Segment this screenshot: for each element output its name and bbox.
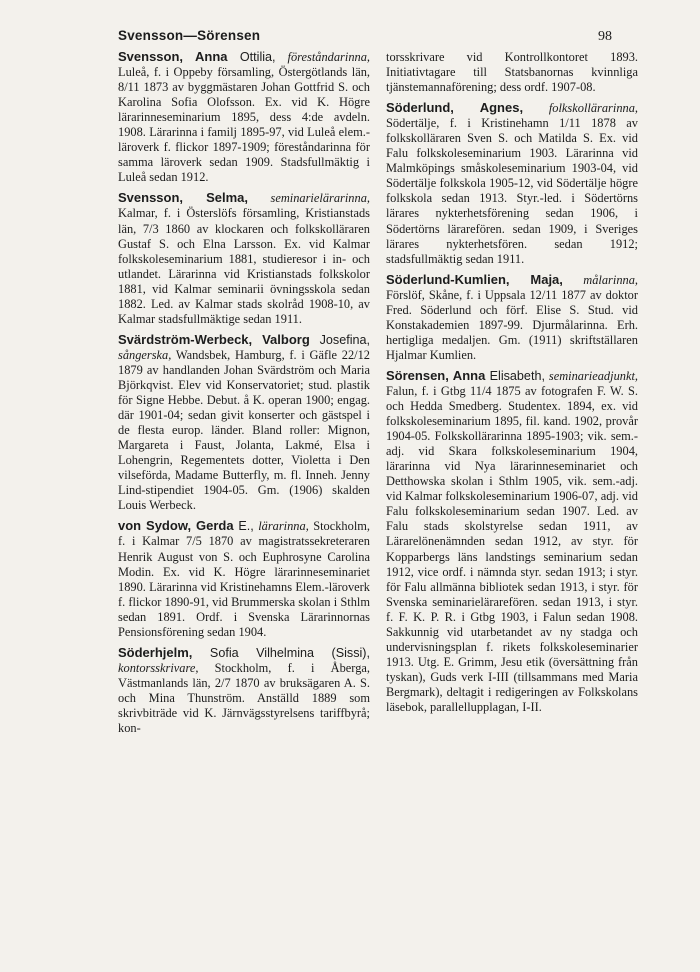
entry-given: Ottilia,	[227, 50, 276, 64]
entry-name: Söderhjelm,	[118, 644, 193, 660]
entry-profession: seminarielärarinna,	[247, 191, 370, 206]
entry-given: Josefina,	[309, 332, 370, 347]
entry-given: Sofia Vilhelmina (Sissi),	[192, 645, 370, 660]
entry-text: Stockholm, f. i Kalmar 7/5 1870 av magistratssekreteraren Henrik August von S. och Euphrosyne Carolina Modin. Ex. vid K. Högre lärarinneseminariet 1890. Lärarinna vid Kristinehamns Elem.-läroverk f. flickor 1890-91, vid Brummerska skolan i Sthlm sedan 1891. Ordf. i Svenska Lärarinnornas Pensionsförening sedan 1904.	[118, 519, 370, 639]
entry-text: Falun, f. i Gtbg 11/4 1875 av fotografen F. W. S. och Hedda Smedberg. Studentex. 1894, ex. vid folkskoleseminarium 1895, fil. kand. 1902, provår 1904-05. Folkskollärarinna 1895-1903; vik. sem.-adj. vid Skara folkskoleseminarium 1904, lärarinna vid Nya lärarinneseminariet och Detthowska skolan i Sthlm 1905, vik. sem.-adj. vid Kalmar folkskoleseminarium 1906-07, adj. vid Falu folkskoleseminarium sedan 1907. Led. av Falu stads skolstyrelse sedan 1911, av Lärarelönenämnden sedan 1912, av styr. för Kopparbergs läns landstings seminarium sedan 1912, vice ordf. i nämnda styr. sedan 1913; i styr. för Falu allmänna bibliotek sedan 1913, i styr. för Svenska seminarielärarefören. sedan 1913, i styr. f. F. K. P. R. i Gtbg 1903, i Falun sedan 1908. Sakkunnig vid utarbetandet av ny stadga och undervisningsplan f. rikets folkskoleseminarier 1913. Utg. E. Grimm, Jesu etik (översättning från tyskan), Guds verk I-III (tillsammans med Maria Bergmark), deltagit i redigeringen av Folkskolans läsebok, parallellupplagan, I-II.	[386, 383, 638, 714]
entry-text: torsskrivare vid Kontrollkontoret 1893. Initiativtagare till Statsbanornas kvinnliga tjänstemannaförening; dess ordf. 1907-08.	[386, 50, 638, 95]
entry-given: E.,	[233, 519, 254, 534]
entry-name: Svensson, Anna	[118, 49, 228, 64]
entry-svardstrom-werbeck	[118, 332, 370, 514]
page-number: 98	[598, 29, 612, 44]
entry-profession: lärarinna,	[253, 519, 309, 534]
entry-profession: folkskollärarinna,	[523, 101, 638, 116]
entry-soderlund-kumlien	[386, 272, 638, 363]
entry-name: Söderlund-Kumlien, Maja,	[386, 271, 563, 287]
entry-profession: sångerska,	[118, 347, 172, 362]
entry-sorensen-anna	[386, 368, 638, 715]
entry-svensson-selma	[118, 190, 370, 326]
entry-soderhjelm-continued	[386, 49, 638, 95]
entry-profession: kontorsskrivare,	[118, 660, 199, 675]
right-column	[386, 49, 638, 715]
running-header	[118, 28, 612, 46]
entry-von-sydow	[118, 518, 370, 639]
entry-text: Kalmar, f. i Österslöfs församling, Kristianstads län, 7/3 1860 av klockaren och folkskolläraren Gustaf S. och Elna Larsson. Ex. vid Kalmar folkskoleseminarium 1881, studieresor i in- och utlandet. Lärarinna vid Kristianstads folkskolor 1881, vid Kalmar seminarii övningsskola sedan 1882. Led. av Kalmar stads skolråd 1908-10, av Kalmar stadsfullmäktige sedan 1911.	[118, 206, 370, 326]
entry-name: Svärdström-Werbeck, Valborg	[118, 331, 310, 347]
entry-text: Förslöf, Skåne, f. i Uppsala 12/11 1877 av doktor Fred. Söderlund och förf. Elise S. Stud. vid Konstakademien 1897-99. Djurmålarinna. Erh. hertigliga medaljen. Gm. (1911) skriftställaren Hjalmar Kumlien.	[386, 287, 638, 362]
left-column	[118, 49, 370, 736]
entry-name: Söderlund, Agnes,	[386, 100, 524, 116]
entry-text: Luleå, f. i Oppeby församling, Östergötlands län, 8/11 1873 av byggmästaren Johan Gottfrid S. och Karolina Sofia Olofsson. Ex. vid K. Högre lärarinneseminarium 1895, dess 4:de avdeln. 1908. Lärarinna i familj 1895-97, vid Luleå elem.-läroverk f. flickor 1897-1909; föreståndarinna för samma läroverk sedan 1909. Stadsfullmäktig i Luleå sedan 1912.	[118, 65, 370, 185]
entry-text: Södertälje, f. i Kristinehamn 1/11 1878 av folkskolläraren Sven S. och Matilda S. Ex. vid Falu folkskoleseminarium 1903. Lärarinna vid Malmköpings småskoleseminarium 1903-04, vid Södertälje folkskola 1905-12, vid Södertälje högre folkskola sedan 1913. Styr.-led. i Södertörns lärares nykterhetsförening sedan 1906, i Södertörns lärarefören. sedan 1909, i Sveriges lärares nykterhetsfören. sedan 1912; stadsfullmäktig sedan 1911.	[386, 116, 638, 266]
entry-name: Svensson, Selma,	[118, 190, 248, 206]
entry-soderhjelm	[118, 645, 370, 736]
entry-name: von Sydow, Gerda	[118, 518, 234, 534]
entry-svensson-anna	[118, 49, 370, 185]
entry-name: Sörensen, Anna	[386, 367, 486, 383]
entry-profession: målarinna,	[562, 272, 639, 287]
header-title: Svensson—Sörensen	[118, 28, 261, 43]
entry-profession: föreståndarinna,	[275, 50, 371, 64]
entry-given: Elisabeth,	[485, 368, 545, 383]
entry-text: Stockholm, f. i Åberga, Västmanlands län, 2/7 1870 av bruksägaren A. S. och Mina Thunström. Anställd 1889 som skrivbiträde vid K. Järnvägsstyrelsens tariffbyrå; kon-	[118, 660, 370, 736]
entry-text: Wandsbek, Hamburg, f. i Gäfle 22/12 1879 av handlanden Johan Svärdström och Maria Björkqvist. Elev vid Konservatoriet; stud. plastik för Signe Hebbe. Debut. å K. operan 1900; engag. där 1901-04; sedan givit konserter och gästspel i de flesta europ. länder. Bland roller: Mignon, Margareta i Faust, Jolanta, Lakmé, Elsa i Lohengrin, Regementets dotter, Violetta i Den vilseförda, Madame Butterfly, m. fl. Inneh. Jenny Lind-stipendiet 1904-05. Gm. (1906) skalden Louis Werbeck.	[118, 347, 370, 513]
entry-profession: seminarieadjunkt,	[544, 368, 639, 383]
entry-soderlund-agnes	[386, 100, 638, 267]
